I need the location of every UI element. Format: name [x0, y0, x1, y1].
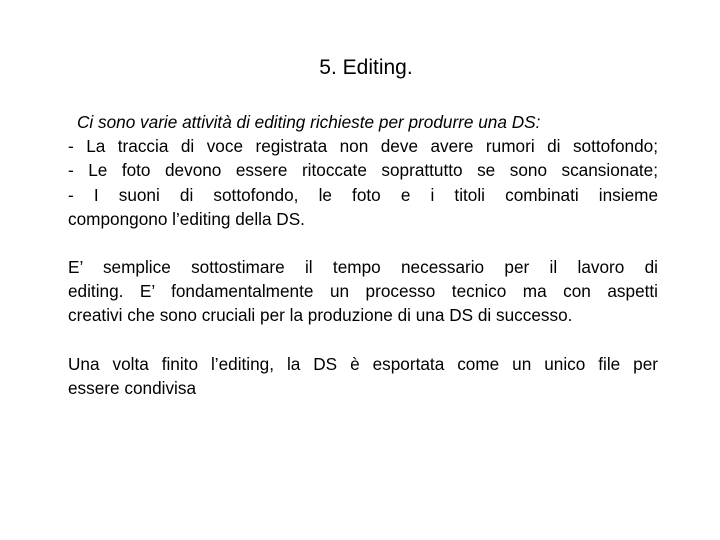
- bullet-item: - Le foto devono essere ritoccate soprattutto se sono scansionate;: [68, 160, 658, 181]
- slide-body: [68, 110, 658, 400]
- bullet-item: - La traccia di voce registrata non deve avere rumori di sottofondo;: [68, 136, 658, 157]
- paragraph-line: essere condivisa: [68, 377, 197, 398]
- spacer: [68, 231, 658, 255]
- bullet-item: - I suoni di sottofondo, le foto e i titoli combinati insieme: [68, 184, 658, 205]
- paragraph-line: editing. E’ fondamentalmente un processo tecnico ma con aspetti: [68, 281, 658, 302]
- paragraph-line: Una volta finito l’editing, la DS è esportata come un unico file per: [68, 353, 658, 374]
- intro-text: Ci sono varie attività di editing richieste per produrre una DS:: [77, 112, 541, 132]
- slide-title: 5. Editing.: [319, 56, 413, 79]
- paragraph-line: creativi che sono cruciali per la produzione di una DS di successo.: [68, 305, 573, 326]
- paragraph-line: E’ semplice sottostimare il tempo necessario per il lavoro di: [68, 257, 658, 278]
- spacer: [68, 328, 658, 352]
- bullet-item-continuation: compongono l’editing della DS.: [68, 208, 305, 229]
